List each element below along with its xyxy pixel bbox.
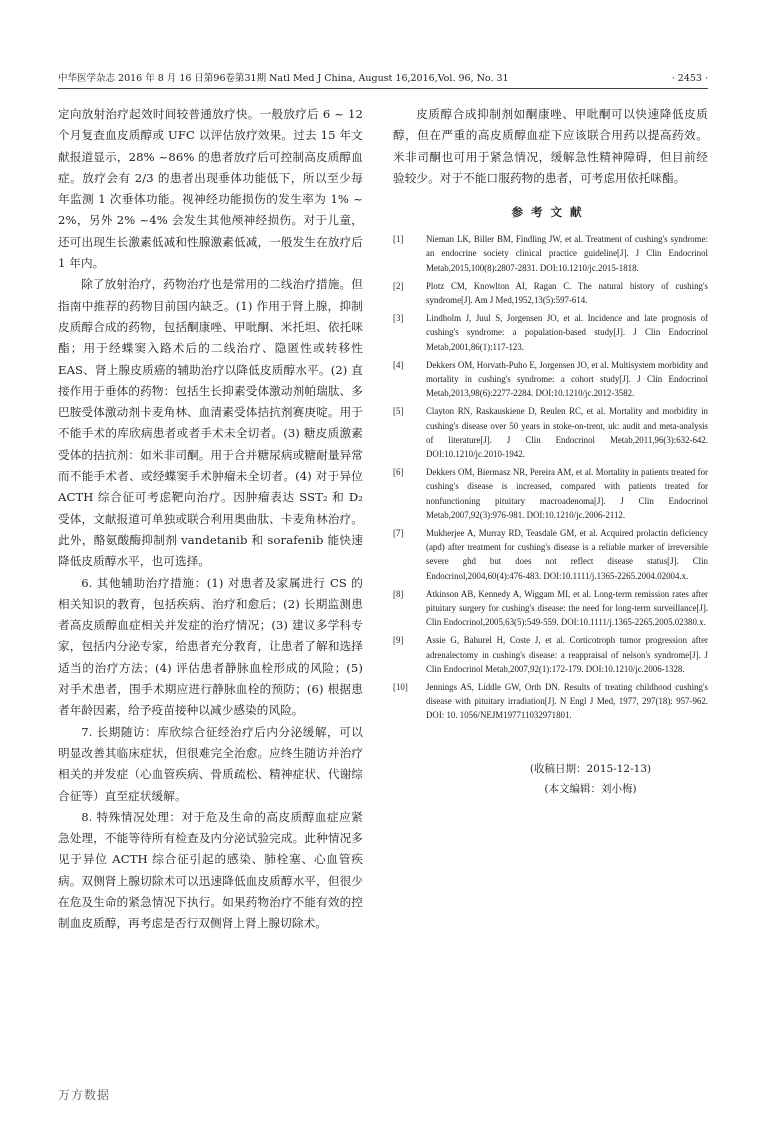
reference-number: [8] — [393, 588, 404, 599]
reference-text: Plotz CM, Knowlton AI, Ragan C. The natural history of cushing's syndrome[J]. Am J Med,1952,13(5):597-614. — [426, 280, 708, 305]
reference-item — [393, 465, 708, 522]
article-dates — [393, 759, 708, 799]
reference-item — [393, 404, 708, 461]
references-title: 参考文献 — [511, 205, 590, 220]
reference-list — [393, 232, 708, 723]
reference-text: Lindholm J, Juul S, Jorgensen JO, et al. Incidence and late prognosis of cushing's syndrome: a population-based study[J]. J Clin Endocrinol Metab,2001,86(1):117-123. — [426, 313, 708, 352]
reference-item — [393, 279, 708, 307]
reference-text: Atkinson AB, Kennedy A, Wiggam MI, et al. Long-term remission rates after pituitary surgery for cushing's disease: the need for long-term surveillance[J]. Clin Endocrinol,2005,63(5):549-559. DOI:10.1111/j.1365-2265.2005.02380.x. — [426, 588, 708, 628]
reference-text: Mukherjee A, Murray RD, Teasdale GM, et al. Acquired prolactin deficiency (apd) after treatment for cushing's disease is a reliable marker of irreversible severe ghd but does not reflect disease status[J]. Clin Endocrinol,2004,60(4):476-483. DOI:10.1111/j.1365-2265.2004.02004.x. — [426, 528, 708, 581]
reference-number: [7] — [393, 528, 404, 539]
reference-number: [6] — [393, 467, 404, 478]
reference-text: Assie G, Bahurel H, Coste J, et al. Corticotroph tumor progression after adrenalectomy in cushing's disease: a reappraisal of nelson's syndrome[J]. J Clin Endocrinol Metab,2007,92(1):172-179. DOI:10.1210/jc.2006-1328. — [426, 635, 708, 674]
reference-item — [393, 633, 708, 676]
reference-number: [3] — [393, 313, 404, 324]
paragraph: 皮质醇合成抑制剂如酮康唑、甲吡酮可以快速降低皮质醇，但在严重的高皮质醇血症下应该联合用药以提高药效。米非司酮也可用于紧急情况，缓解急性精神障碍，但目前经验较少。对于不能口服药物的患者，可考虑用依托咪酯。 — [393, 107, 708, 185]
reference-text: Nieman LK, Biller BM, Findling JW, et al. Treatment of cushing's syndrome: an endocrine society clinical practice guideline[J]. J Clin Endocrinol Metab,2015,100(8):2807-2831. DOI:10.1210/jc.2015-1818. — [426, 234, 708, 273]
reference-text: Clayton RN, Raskauskiene D, Reulen RC, et al. Mortality and morbidity in cushing's disease over 50 years in stoke-on-trent, uk: audit and meta-analysis of literature[J]. J Clin Endocrinol Metab,2011,96(3):632-642. DOI:10.1210/jc.2010-1942. — [426, 406, 708, 460]
page-number: · 2453 · — [671, 73, 708, 84]
reference-item — [393, 311, 708, 354]
reference-number: [5] — [393, 406, 404, 417]
right-column — [393, 104, 708, 799]
reference-number: [1] — [393, 234, 404, 245]
reference-number: [2] — [393, 280, 404, 291]
reference-item — [393, 232, 708, 275]
reference-item — [393, 680, 708, 723]
left-column — [58, 104, 363, 935]
paragraph: 除了放射治疗，药物治疗也是常用的二线治疗措施。但指南中推荐的药物目前国内缺乏。(1) 作用于肾上腺，抑制皮质醇合成的药物，包括酮康唑、甲吡酮、米托坦、依托咪酯；用于经蝶窦入路术后的二线治疗、隐匿性或转移性 EAS、肾上腺皮质癌的辅助治疗以降低皮质醇水平。(2) 直接作用于垂体的药物：包括生长抑素受体激动剂帕瑞肽、多巴胺受体激动剂卡麦角林、血清素受体拮抗剂赛庚啶。用于不能手术的库欣病患者或者手术未全切者。(3) 糖皮质激素受体的拮抗剂：如米非司酮。用于合并糖尿病或糖耐量异常而不能手术者、或经蝶窦手术肿瘤未全切者。(4) 对于异位 ACTH 综合征可考虑靶向治疗。因肿瘤表达 SST₂ 和 D₂ 受体，文献报道可单独或联合利用奥曲肽、卡麦角林治疗。此外，酪氨酸酶抑制剂 vandetanib 和 sorafenib 能快速降低皮质醇水平，也可选择。 — [58, 277, 363, 569]
watermark-logo: 万方数据 — [58, 1088, 111, 1102]
paragraph: 6. 其他辅助治疗措施：(1) 对患者及家属进行 CS 的相关知识的教育，包括疾病、治疗和愈后；(2) 长期监测患者高皮质醇血症相关并发症的治疗情况；(3) 建议多学科专家，包括内分泌专家，给患者充分教育，让患者了解和选择适当的治疗方法；(4) 评估患者静脉血栓形成的风险；(5) 对手术患者，围手术期应进行静脉血栓的预防；(6) 根据患者年龄因素，给予疫苗接种以减少感染的风险。 — [58, 575, 363, 718]
paragraph: 定向放射治疗起效时间较普通放疗快。一般放疗后 6 ~ 12 个月复查血皮质醇或 UFC 以评估放疗效果。过去 15 年文献报道显示，28% ~86% 的患者放疗后可控制高皮质醇血症。放疗会有 2/3 的患者出现垂体功能低下，所以至少每年监测 1 次垂体功能。视神经功能损伤的发生率为 1% ~ 2%，另外 2% ~4% 会发生其他颅神经损伤。对于儿童，还可出现生长激素低减和性腺激素低减，一般发生在放疗后 1 年内。 — [58, 107, 363, 271]
journal-citation: 中华医学杂志 2016 年 8 月 16 日第96卷第31期 Natl Med J China, August 16,2016,Vol. 96, No. 31 — [58, 73, 509, 84]
editor-credit: (本文编辑：刘小梅) — [544, 782, 637, 795]
reference-number: [10] — [393, 682, 408, 693]
running-header — [58, 72, 708, 89]
reference-number: [4] — [393, 359, 404, 370]
paragraph: 8. 特殊情况处理：对于危及生命的高皮质醇血症应紧急处理，不能等待所有检查及内分泌试验完成。此种情况多见于异位 ACTH 综合征引起的感染、肺栓塞、心血管疾病。双侧肾上腺切除术可以迅速降低血皮质醇水平，但很少在危及生命的紧急情况下执行。如果药物治疗不能有效的控制血皮质醇，再考虑是否行双侧肾上肾上腺切除术。 — [58, 809, 363, 931]
reference-text: Dekkers OM, Biermasz NR, Pereira AM, et al. Mortality in patients treated for cushing's disease is increased, compared with patients treated for nonfunctioning pituitary macroadenoma[J]. J Clin Endocrinol Metab,2007,92(3):976-981. DOI:10.1210/jc.2006-2112. — [426, 467, 708, 520]
received-date: (收稿日期：2015-12-13) — [529, 762, 652, 775]
reference-item — [393, 358, 708, 401]
reference-item — [393, 587, 708, 630]
paragraph: 7. 长期随访：库欣综合征经治疗后内分泌缓解，可以明显改善其临床症状，但很难完全治愈。应终生随访并治疗相关的并发症（心血管疾病、骨质疏松、精神症状、代谢综合征等）直至症状缓解。 — [58, 724, 363, 803]
reference-text: Dekkers OM, Horvath-Puho E, Jorgensen JO, et al. Multisystem morbidity and mortality in cushing's syndrome: a cohort study[J]. J Clin Endocrinol Metab,2013,98(6):2277-2284. DOI:10.1210/jc.2012-3582. — [426, 359, 708, 399]
reference-item — [393, 526, 708, 583]
reference-text: Jennings AS, Liddle GW, Orth DN. Results of treating childhood cushing's disease with pituitary irradiation[J]. N Engl J Med, 1977, 297(18): 957-962. DOI: 10. 1056/NEJM197711032971801. — [426, 682, 708, 721]
reference-number: [9] — [393, 635, 404, 646]
